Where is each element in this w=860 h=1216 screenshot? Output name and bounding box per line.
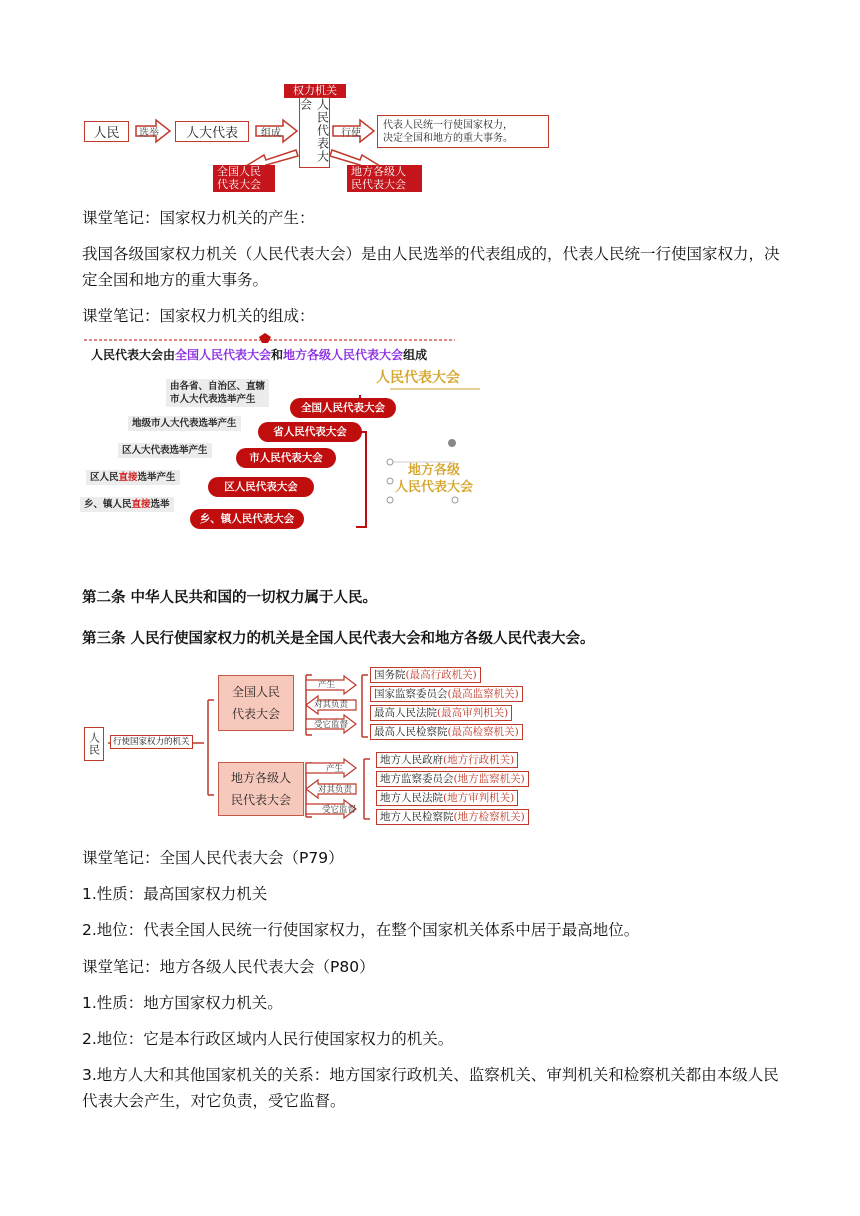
output-state-council [370, 667, 481, 683]
output-local-government-tag: (地方行政机关) [443, 754, 515, 766]
label-responsible-national: 对其负责 [314, 700, 349, 710]
heading-part5: 组成 [403, 348, 428, 362]
heading-part4: 地方各级人民代表大会 [283, 348, 404, 362]
people-box [84, 121, 129, 142]
note3-item1: 1.性质：最高国家权力机关 [82, 885, 268, 903]
note4-title: 课堂笔记：地方各级人民代表大会（P80） [82, 958, 375, 976]
output-national-supervision [370, 686, 523, 702]
output-supreme-procuratorate-name: 最高人民检察院 [374, 726, 448, 738]
output-local-government-name: 地方人民政府 [380, 754, 443, 766]
national-line2: 代表大会 [217, 177, 261, 191]
heading-part3: 和 [271, 348, 284, 362]
output-supreme-court-tag: (最高审判机关) [437, 707, 509, 719]
people-box-3 [84, 727, 104, 761]
exercise-label: 行使 [341, 128, 361, 139]
output-local-supervision [376, 771, 529, 787]
people-text-3: 人民 [87, 732, 101, 756]
pill-township-congress: 乡、镇人民代表大会 [190, 509, 304, 529]
npc-line1: 全国人民 [231, 685, 280, 699]
pill-city-congress: 市人民代表大会 [236, 448, 336, 468]
exercise-organ-label: 行使国家权力的机关 [110, 735, 193, 749]
output-local-procuratorate-name: 地方人民检察院 [380, 811, 454, 823]
label-produce-local: 产生 [326, 764, 344, 774]
output-supreme-procuratorate [370, 724, 523, 740]
source-district-red: 直接 [118, 472, 138, 483]
source-national [166, 379, 269, 407]
result-line2: 决定全国和地方的重大事务。 [383, 132, 513, 144]
local-congress-label [347, 165, 422, 192]
output-local-court-name: 地方人民法院 [380, 792, 443, 804]
npc-box [218, 675, 294, 731]
output-national-supervision-tag: (最高监察机关) [447, 688, 519, 700]
congress-box [299, 97, 330, 168]
note4-item3: 3.地方人大和其他国家机关的关系：地方国家行政机关、监察机关、审判机关和检察机关都由本级人民代表大会产生，对它负责，受它监督。 [82, 1066, 779, 1110]
source-district-post: 选举产生 [137, 472, 176, 483]
source-city: 区人大代表选举产生 [118, 443, 212, 458]
article-2: 第二条 中华人民共和国的一切权力属于人民。 [82, 590, 378, 606]
congress-text: 人民代表大会 [298, 98, 330, 163]
article-3: 第三条 人民行使国家权力的机关是全国人民代表大会和地方各级人民代表大会。 [82, 631, 595, 647]
source-township-post: 选举 [150, 499, 170, 510]
label-produce-national: 产生 [318, 680, 336, 690]
output-local-procuratorate [376, 809, 529, 825]
people-text: 人民 [93, 126, 120, 141]
output-supreme-court-name: 最高人民法院 [374, 707, 437, 719]
result-box [377, 115, 549, 148]
source-district-pre: 区人民 [90, 472, 119, 483]
source-national-line2: 市人大代表选举产生 [170, 394, 256, 405]
note3-item2: 2.地位：代表全国人民统一行使国家权力，在整个国家机关体系中居于最高地位。 [82, 921, 640, 939]
source-national-line1: 由各省、自治区、直辖 [170, 381, 266, 392]
note1-body: 我国各级国家权力机关（人民代表大会）是由人民选举的代表组成的，代表人民统一行使国家权力，决定全国和地方的重大事务。 [82, 245, 780, 289]
output-local-government [376, 752, 518, 768]
local-line1: 地方各级人 [351, 165, 406, 178]
diagram1-arrows [0, 0, 860, 200]
note3-title: 课堂笔记：全国人民代表大会（P79） [82, 849, 344, 867]
npc-rep-box [175, 121, 249, 142]
output-local-supervision-name: 地方监察委员会 [380, 773, 454, 785]
label-supervise-national: 受它监督 [314, 720, 349, 730]
national-line1: 全国人民 [217, 165, 261, 178]
source-township [80, 497, 174, 512]
note1-title: 课堂笔记：国家权力机关的产生： [82, 209, 315, 227]
local-congress-box [218, 762, 304, 816]
heading-part2: 全国人民代表大会 [175, 348, 272, 362]
local-side-line1: 地方各级 [408, 463, 461, 478]
pill-province-congress: 省人民代表大会 [258, 422, 362, 442]
note4-item2: 2.地位：它是本行政区域内人民行使国家权力的机关。 [82, 1030, 454, 1048]
output-state-council-tag: (最高行政机关) [405, 669, 477, 681]
source-township-red: 直接 [131, 499, 151, 510]
note4-item1: 1.性质：地方国家权力机关。 [82, 994, 283, 1012]
elect-label: 选举 [139, 128, 159, 139]
local-line1-3: 地方各级人 [230, 771, 291, 785]
output-national-supervision-name: 国家监察委员会 [374, 688, 448, 700]
source-province: 地级市人大代表选举产生 [128, 416, 241, 431]
output-local-procuratorate-tag: (地方检察机关) [453, 811, 525, 823]
output-local-court [376, 790, 518, 806]
national-congress-label [213, 165, 275, 192]
pill-district-congress: 区人民代表大会 [208, 477, 314, 497]
label-supervise-local: 受它监督 [322, 805, 357, 815]
output-supreme-procuratorate-tag: (最高检察机关) [447, 726, 519, 738]
npc-line2: 代表大会 [231, 707, 280, 721]
npc-side-label: 人民代表大会 [376, 370, 460, 386]
output-state-council-name: 国务院 [374, 669, 406, 681]
compose-label: 组成 [261, 128, 281, 139]
source-township-pre: 乡、镇人民 [84, 499, 132, 510]
local-side-line2: 人民代表大会 [395, 480, 474, 495]
npc-rep-text: 人大代表 [185, 126, 238, 141]
composition-heading [91, 346, 427, 363]
result-line1: 代表人民统一行使国家权力， [383, 119, 513, 131]
power-organ-label: 权力机关 [284, 84, 346, 98]
local-line2: 民代表大会 [351, 177, 406, 191]
output-local-supervision-tag: (地方监察机关) [453, 773, 525, 785]
label-responsible-local: 对其负责 [318, 785, 353, 795]
local-line2-3: 民代表大会 [230, 793, 291, 807]
source-district [86, 470, 180, 485]
note2-title: 课堂笔记：国家权力机关的组成： [82, 307, 315, 325]
local-side-label [395, 462, 473, 496]
output-local-court-tag: (地方审判机关) [443, 792, 515, 804]
output-supreme-court [370, 705, 512, 721]
pill-national-congress: 全国人民代表大会 [290, 398, 396, 418]
heading-part1: 人民代表大会由 [91, 348, 176, 362]
